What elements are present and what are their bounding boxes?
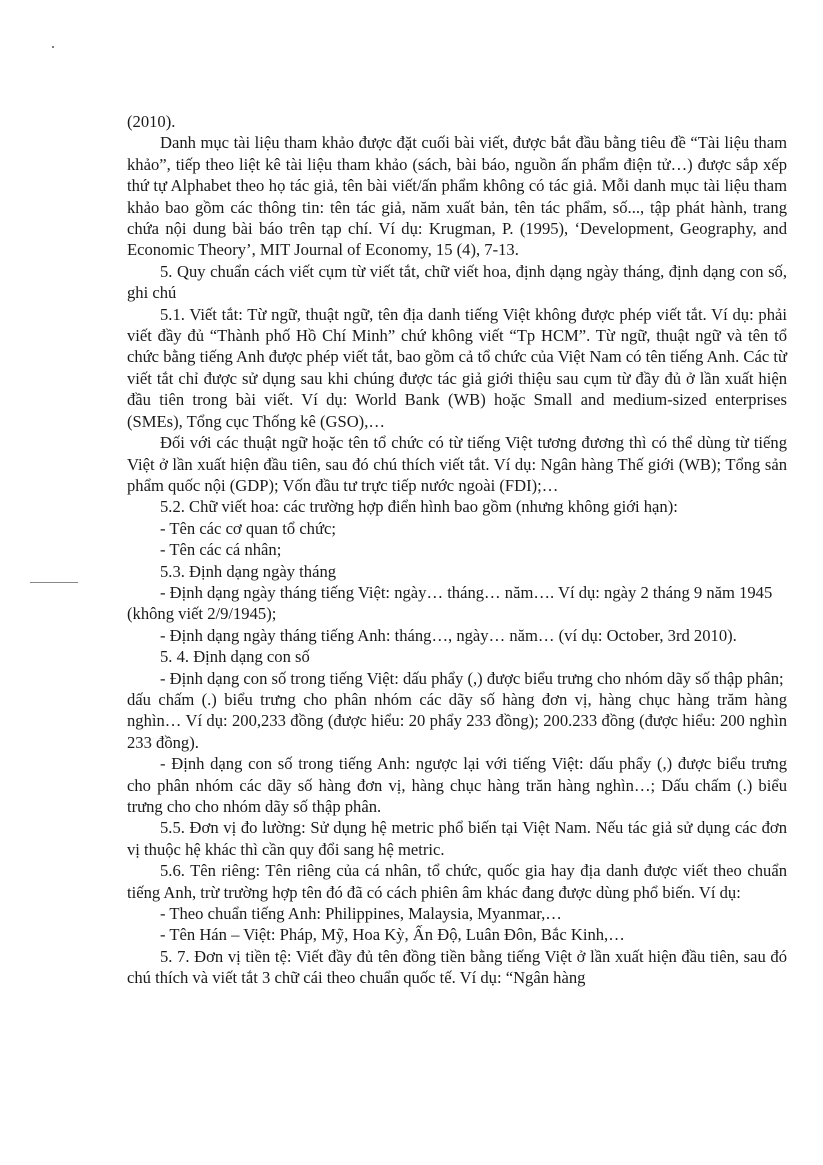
paragraph-line: (không viết 2/9/1945); [127, 604, 277, 624]
paragraph-proper-names: 5.6. Tên riêng: Tên riêng của cá nhân, tổ chức, quốc gia hay địa danh được viết theo chuẩn tiếng Anh, trừ trường hợp tên đó đã có cách phiên âm khác đang được dùng phổ biến. Ví dụ: [127, 861, 787, 902]
list-item: - Tên các cơ quan tổ chức; [160, 518, 336, 538]
list-item: - Tên các cá nhân; [160, 540, 282, 560]
scan-margin-mark [30, 582, 78, 583]
paragraph-units: 5.5. Đơn vị đo lường: Sử dụng hệ metric phổ biến tại Việt Nam. Nếu tác giả sử dụng các đơn vị thuộc hệ khác thì cần quy đổi sang hệ metric. [127, 818, 787, 859]
subheading-date-format: 5.3. Định dạng ngày tháng [160, 561, 337, 581]
paragraph-continuation: (2010). [127, 112, 176, 131]
section-heading-5: 5. Quy chuẩn cách viết cụm từ viết tắt, chữ viết hoa, định dạng ngày tháng, định dạng con số, ghi chú [127, 261, 787, 303]
list-item: - Tên Hán – Việt: Pháp, Mỹ, Hoa Kỳ, Ấn Độ, Luân Đôn, Bắc Kinh,… [160, 925, 625, 945]
paragraph-capitalization: 5.2. Chữ viết hoa: các trường hợp điển hình bao gồm (nhưng không giới hạn): [160, 497, 678, 517]
scan-speck [52, 46, 54, 48]
document-body [127, 111, 787, 989]
list-item: - Theo chuẩn tiếng Anh: Philippines, Malaysia, Myanmar,… [160, 904, 562, 924]
paragraph-vietnamese-terms: Đối với các thuật ngữ hoặc tên tổ chức có từ tiếng Việt tương đương thì có thể dùng từ tiếng Việt ở lần xuất hiện đầu tiên, sau đó chú thích viết tắt. Ví dụ: Ngân hàng Thế giới (WB); Tổng sản phẩm quốc nội (GDP); Vốn đầu tư trực tiếp nước ngoài (FDI);… [127, 433, 787, 495]
subheading-number-format: 5. 4. Định dạng con số [160, 647, 310, 667]
paragraph-abbreviations: 5.1. Viết tắt: Từ ngữ, thuật ngữ, tên địa danh tiếng Việt không được phép viết tắt. Ví dụ: phải viết đầy đủ “Thành phố Hồ Chí Minh” chứ không viết “Tp HCM”. Từ ngữ, thuật ngữ và tên tổ chức bằng tiếng Anh được phép viết tắt, bao gồm cả tổ chức của Việt Nam có tên tiếng Anh. Các từ viết tắt chỉ được sử dụng sau khi chúng được tác giả giới thiệu sau cụm từ đầy đủ ở lần xuất hiện đầu tiên trong bài viết. Ví dụ: World Bank (WB) hoặc Small and medium-sized enterprises (SMEs), Tổng cục Thống kê (GSO),… [127, 304, 787, 431]
list-item: - Định dạng con số trong tiếng Việt: dấu phẩy (,) được biểu trưng cho nhóm dãy số thập phân; [160, 668, 784, 688]
list-item: - Định dạng ngày tháng tiếng Anh: tháng…, ngày… năm… (ví dụ: October, 3rd 2010). [160, 625, 737, 645]
paragraph-references: Danh mục tài liệu tham khảo được đặt cuối bài viết, được bắt đầu bằng tiêu đề “Tài liệu tham khảo”, tiếp theo liệt kê tài liệu tham khảo (sách, bài báo, nguồn ấn phẩm điện tử…) được sắp xếp thứ tự Alphabet theo họ tác giả, tên bài viết/ấn phẩm không có tác giả. Mỗi danh mục tài liệu tham khảo bao gồm các thông tin: tên tác giả, năm xuất bản, tên tác phẩm, số..., tập phát hành, trang chứa nội dung bài báo trên tạp chí. Ví dụ: Krugman, P. (1995), ‘Development, Geography, and Economic Theory’, MIT Journal of Economy, 15 (4), 7-13. [127, 133, 787, 260]
list-item: - Định dạng con số trong tiếng Anh: ngược lại với tiếng Việt: dấu phẩy (,) được biểu trưng cho phân nhóm các dãy số hàng đơn vị, hàng chục hàng trăn hàng nghìn…; Dấu chấm (.) biểu trưng cho cho nhóm dãy số thập phân. [127, 754, 787, 816]
list-item: - Định dạng ngày tháng tiếng Việt: ngày… tháng… năm…. Ví dụ: ngày 2 tháng 9 năm 1945 [160, 582, 773, 602]
paragraph-currency: 5. 7. Đơn vị tiền tệ: Viết đầy đủ tên đồng tiền bằng tiếng Việt ở lần xuất hiện đầu tiên, sau đó chú thích và viết tắt 3 chữ cái theo chuẩn quốc tế. Ví dụ: “Ngân hàng [127, 946, 787, 988]
paragraph-line: dấu chấm (.) biểu trưng cho phân nhóm các dãy số hàng đơn vị, hàng chục hàng trăm hàng nghìn… Ví dụ: 200,233 đồng (được hiểu: 20 phẩy 233 đồng); 200.233 đồng (được hiểu: 200 nghìn 233 đồng). [127, 689, 787, 752]
